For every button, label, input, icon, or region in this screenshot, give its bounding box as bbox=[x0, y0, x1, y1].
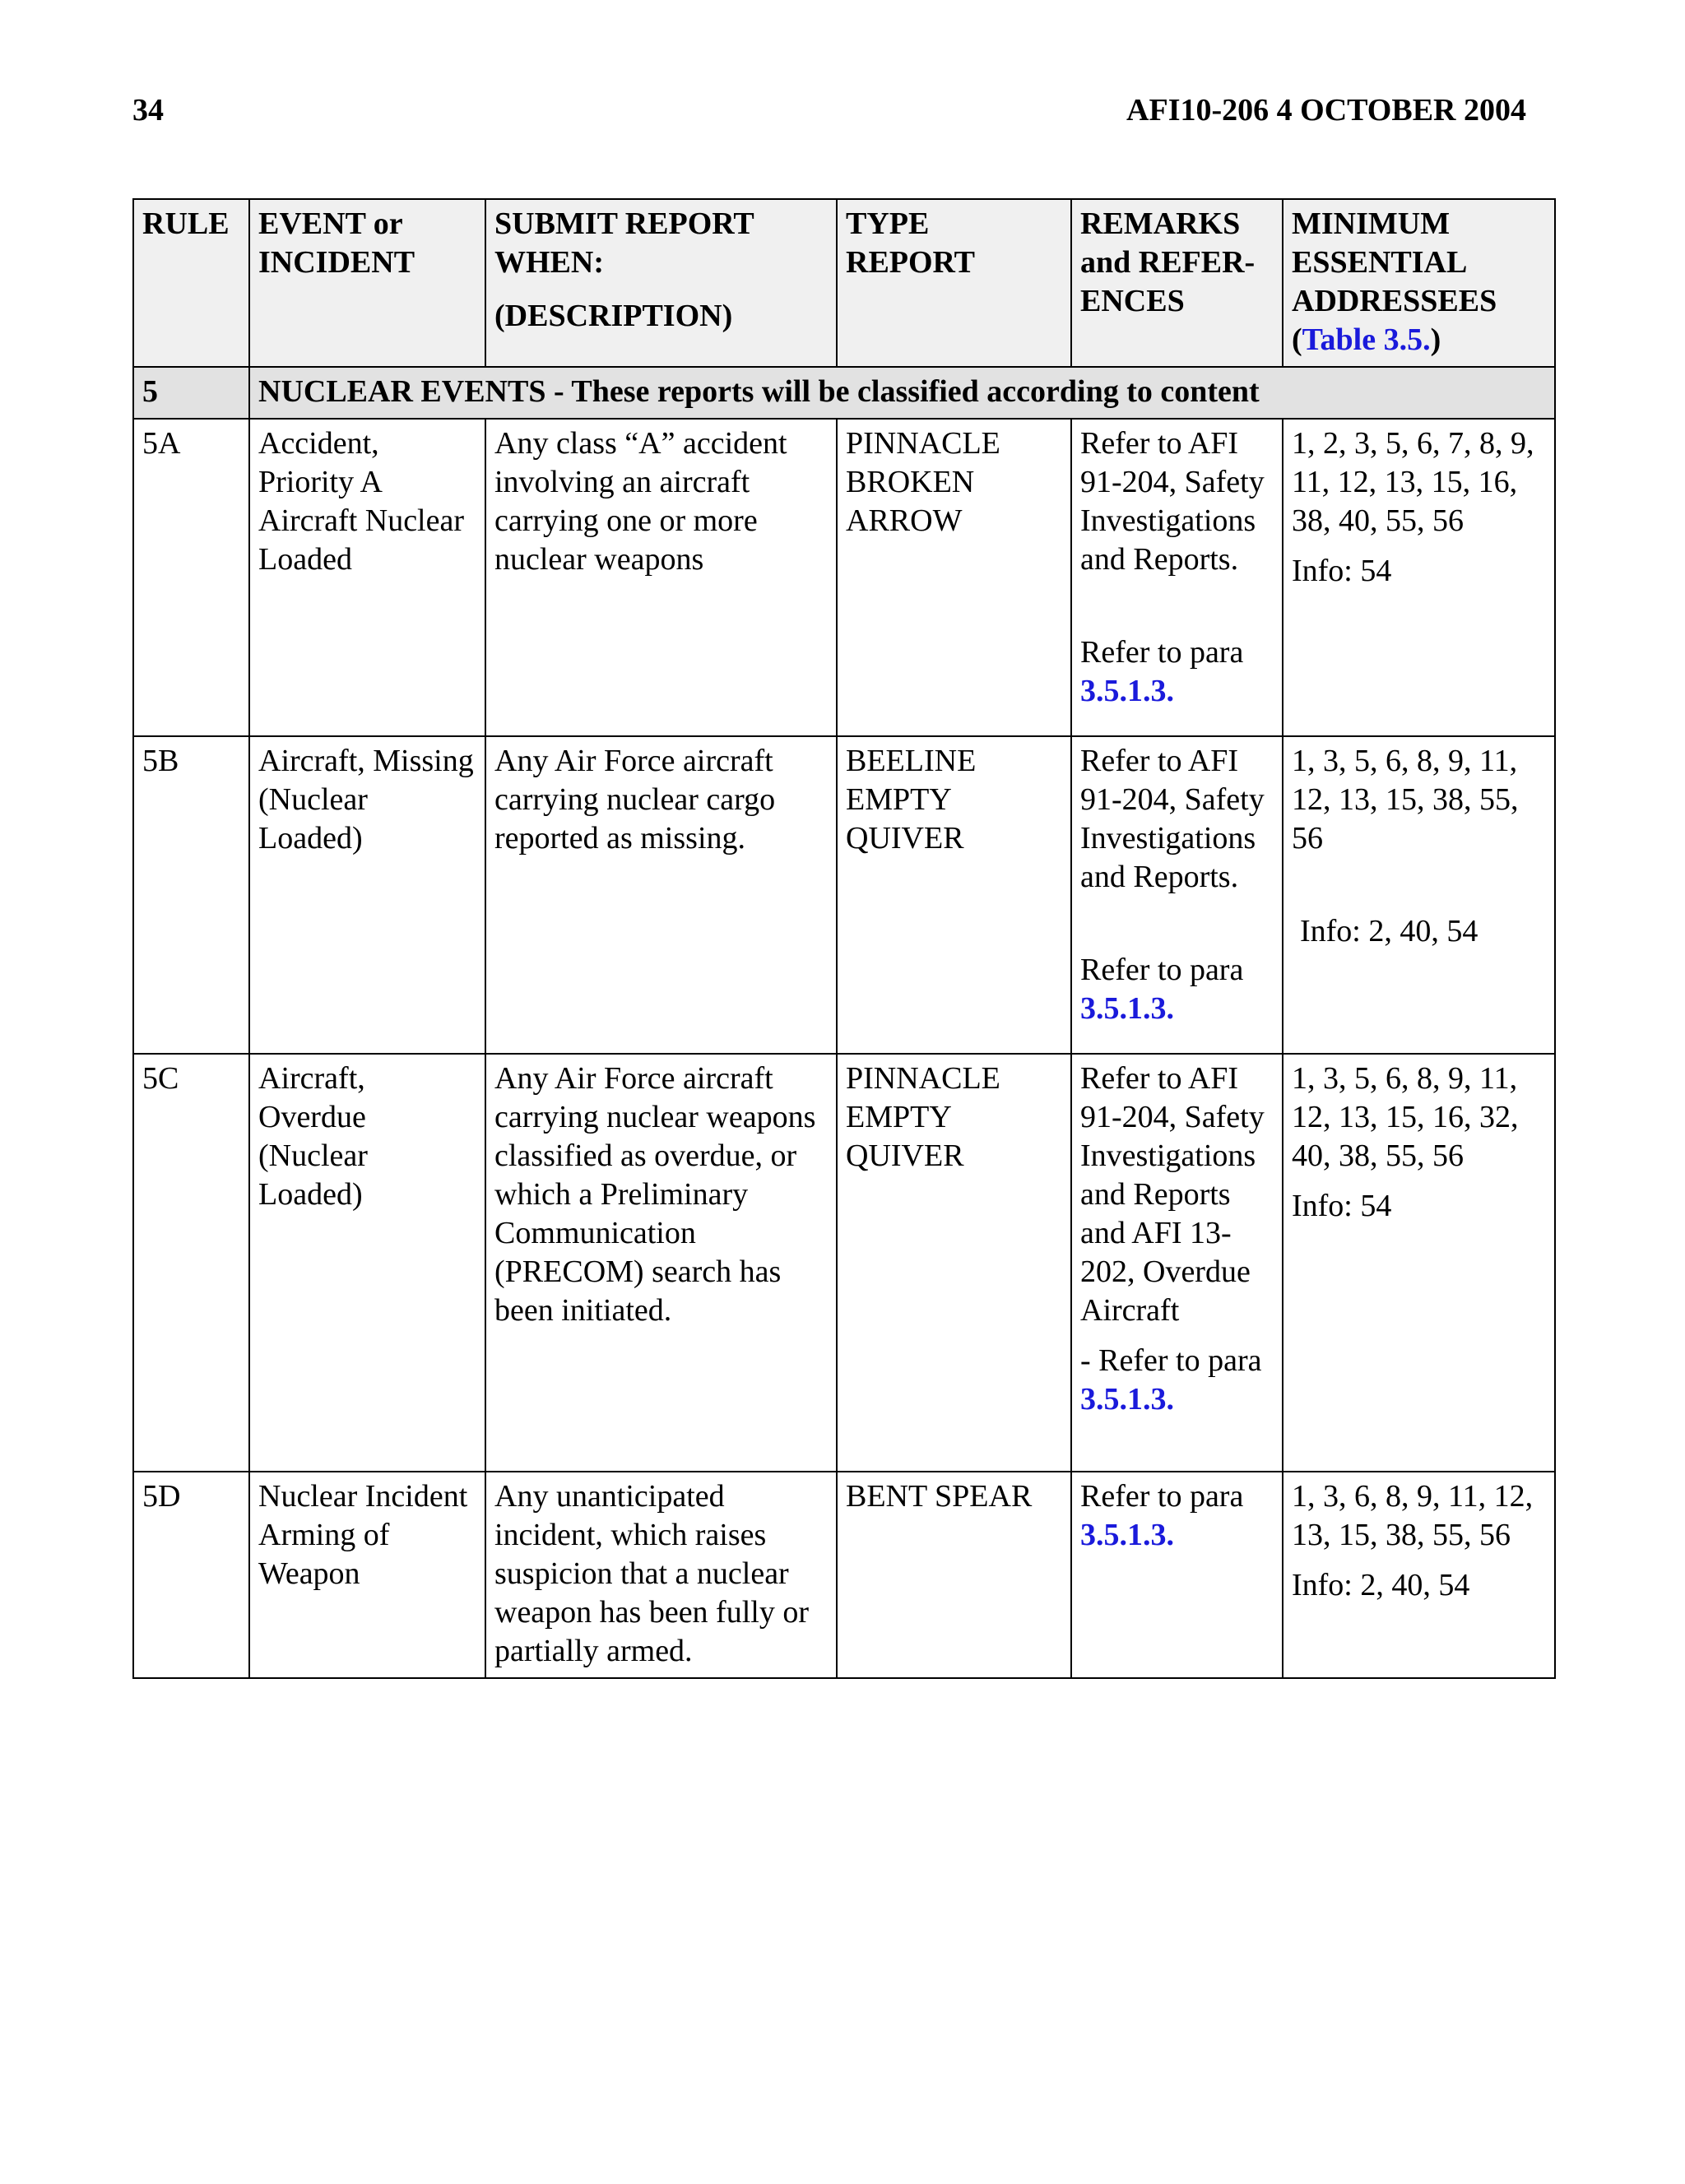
rule-cell: 5B bbox=[133, 736, 249, 1054]
table-row bbox=[133, 1054, 1555, 1472]
addressees-text: 1, 3, 6, 8, 9, 11, 12, 13, 15, 38, 55, 56 bbox=[1292, 1479, 1534, 1552]
remarks-text: Refer to AFI 91-204, Safety Investigations and Reports. bbox=[1080, 426, 1265, 577]
submit-cell: Any Air Force aircraft carrying nuclear weapons classified as overdue, or which a Preliminary Communication (PRECOM) search has been initiated. bbox=[485, 1054, 837, 1472]
table-row bbox=[133, 419, 1555, 736]
event-cell: Nuclear Incident Arming of Weapon bbox=[249, 1472, 485, 1678]
remarks-text: Refer to AFI 91-204, Safety Investigations and Reports. bbox=[1080, 744, 1265, 894]
paren-open: ( bbox=[1292, 322, 1302, 357]
type-cell: BENT SPEAR bbox=[837, 1472, 1071, 1678]
info-text: Info: 54 bbox=[1292, 1189, 1392, 1223]
addressees-cell bbox=[1283, 1054, 1555, 1472]
submit-cell: Any unanticipated incident, which raises suspicion that a nuclear weapon has been fully or partially armed. bbox=[485, 1472, 837, 1678]
addressees-text: 1, 3, 5, 6, 8, 9, 11, 12, 13, 15, 16, 32, 40, 38, 55, 56 bbox=[1292, 1061, 1519, 1173]
para-3-5-1-3-link[interactable]: 3.5.1.3. bbox=[1080, 991, 1174, 1026]
col-header-submit-label: SUBMIT REPORT WHEN: bbox=[494, 206, 754, 280]
table-row bbox=[133, 1472, 1555, 1678]
para-3-5-1-3-link[interactable]: 3.5.1.3. bbox=[1080, 1518, 1174, 1552]
remarks-cell bbox=[1071, 1472, 1283, 1678]
col-header-type: TYPE REPORT bbox=[837, 199, 1071, 367]
table-header-row bbox=[133, 199, 1555, 367]
col-header-addressees-label: MINIMUM ESSENTIAL ADDRESSEES bbox=[1292, 206, 1497, 318]
col-header-addressees bbox=[1283, 199, 1555, 367]
rule-cell: 5A bbox=[133, 419, 249, 736]
submit-cell: Any Air Force aircraft carrying nuclear cargo reported as missing. bbox=[485, 736, 837, 1054]
info-text: Info: 2, 40, 54 bbox=[1292, 1568, 1470, 1602]
table-3-5-link[interactable]: Table 3.5. bbox=[1302, 322, 1431, 357]
col-header-rule: RULE bbox=[133, 199, 249, 367]
addressees-cell bbox=[1283, 1472, 1555, 1678]
event-cell: Accident, Priority A Aircraft Nuclear Loaded bbox=[249, 419, 485, 736]
event-cell: Aircraft, Missing (Nuclear Loaded) bbox=[249, 736, 485, 1054]
section-title: NUCLEAR EVENTS - These reports will be classified according to content bbox=[249, 367, 1555, 419]
col-header-submit bbox=[485, 199, 837, 367]
para-3-5-1-3-link[interactable]: 3.5.1.3. bbox=[1080, 674, 1174, 708]
col-header-remarks: REMARKS and REFER-ENCES bbox=[1071, 199, 1283, 367]
info-text: Info: 54 bbox=[1292, 554, 1392, 588]
addressees-cell bbox=[1283, 736, 1555, 1054]
para-3-5-1-3-link[interactable]: 3.5.1.3. bbox=[1080, 1382, 1174, 1417]
remarks-cell bbox=[1071, 1054, 1283, 1472]
remarks-cell bbox=[1071, 736, 1283, 1054]
reporting-rules-table bbox=[132, 198, 1556, 1679]
remarks-ref: - Refer to para bbox=[1080, 1343, 1262, 1378]
table-row bbox=[133, 736, 1555, 1054]
section-row bbox=[133, 367, 1555, 419]
type-cell: PINNACLE EMPTY QUIVER bbox=[837, 1054, 1071, 1472]
rule-cell: 5D bbox=[133, 1472, 249, 1678]
addressees-cell bbox=[1283, 419, 1555, 736]
col-header-submit-sub: (DESCRIPTION) bbox=[494, 299, 733, 333]
section-rule: 5 bbox=[133, 367, 249, 419]
remarks-cell bbox=[1071, 419, 1283, 736]
remarks-text: Refer to AFI 91-204, Safety Investigations and Reports and AFI 13-202, Overdue Aircraft bbox=[1080, 1061, 1265, 1328]
addressees-text: 1, 3, 5, 6, 8, 9, 11, 12, 13, 15, 38, 55, 56 bbox=[1292, 744, 1519, 856]
col-header-event: EVENT or INCIDENT bbox=[249, 199, 485, 367]
type-cell: PINNACLE BROKEN ARROW bbox=[837, 419, 1071, 736]
remarks-ref: Refer to para bbox=[1080, 635, 1244, 670]
remarks-ref: Refer to para bbox=[1080, 1479, 1244, 1514]
document-id: AFI10-206 4 OCTOBER 2004 bbox=[1126, 93, 1526, 128]
info-text: Info: 2, 40, 54 bbox=[1300, 914, 1478, 948]
addressees-text: 1, 2, 3, 5, 6, 7, 8, 9, 11, 12, 13, 15, 16, 38, 40, 55, 56 bbox=[1292, 426, 1534, 538]
rule-cell: 5C bbox=[133, 1054, 249, 1472]
page-number: 34 bbox=[132, 93, 164, 128]
paren-close: ) bbox=[1430, 322, 1441, 357]
submit-cell: Any class “A” accident involving an aircraft carrying one or more nuclear weapons bbox=[485, 419, 837, 736]
event-cell: Aircraft, Overdue (Nuclear Loaded) bbox=[249, 1054, 485, 1472]
type-cell: BEELINE EMPTY QUIVER bbox=[837, 736, 1071, 1054]
remarks-ref: Refer to para bbox=[1080, 953, 1244, 987]
